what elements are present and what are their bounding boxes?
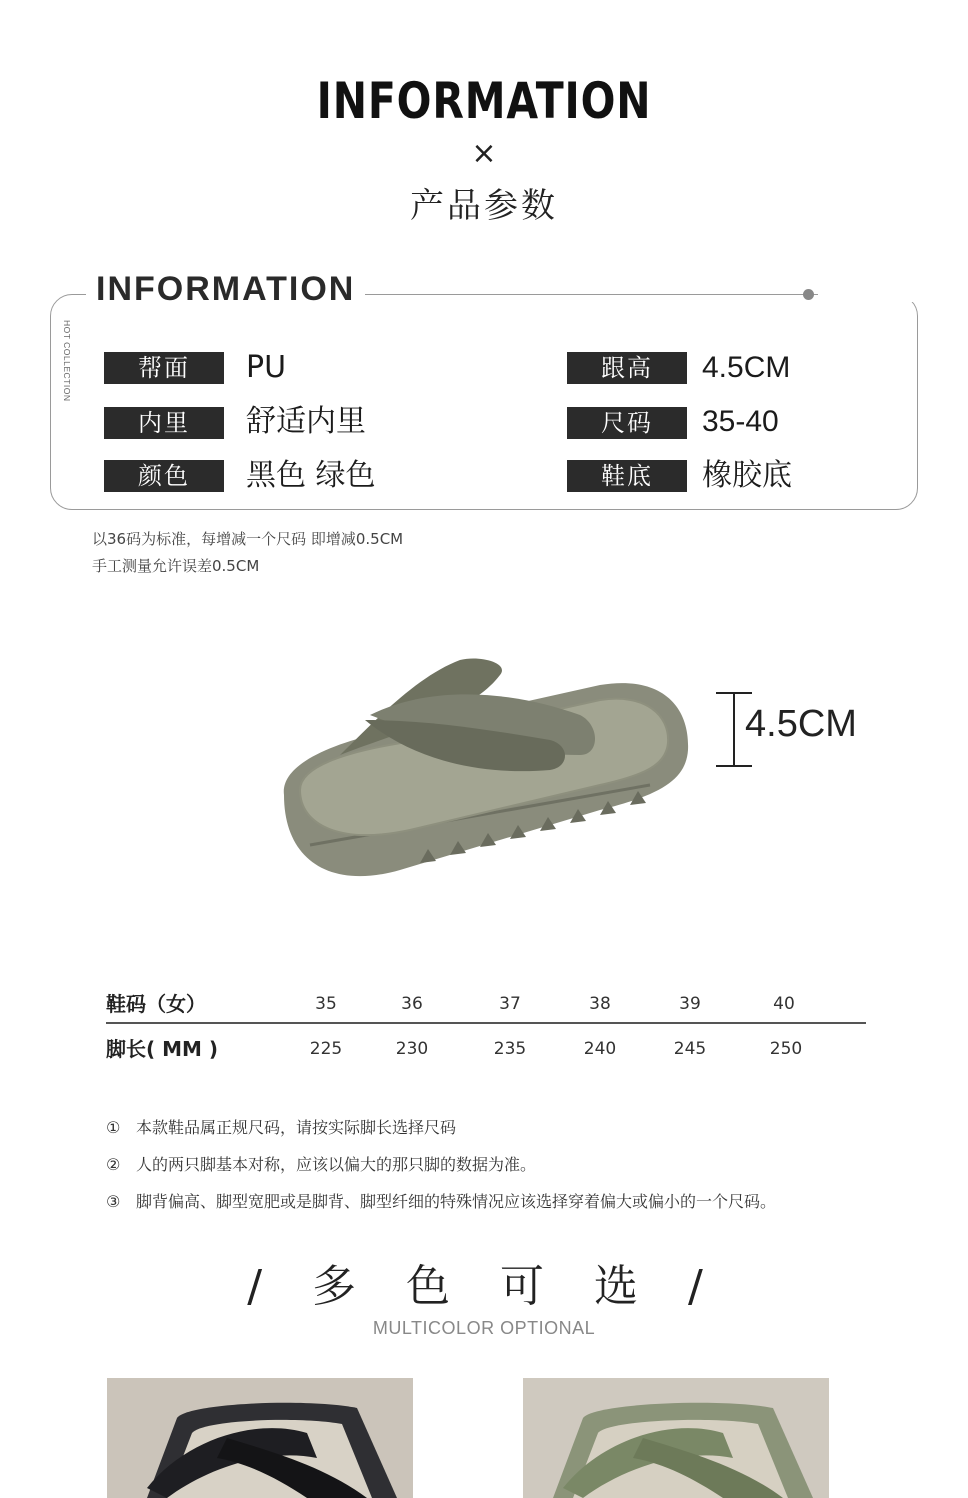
- value-size: 35-40: [702, 405, 779, 438]
- value-sole: 橡胶底: [702, 458, 792, 493]
- label-sole: 鞋底: [567, 460, 687, 492]
- black-sandal-image: [107, 1378, 413, 1498]
- sandal-product-image: [270, 645, 700, 895]
- value-heel-height: 4.5CM: [702, 351, 791, 384]
- length-cell: 225: [309, 1039, 343, 1059]
- length-row-label: 脚长( MM ): [106, 1037, 219, 1061]
- page-title: INFORMATION: [316, 72, 652, 130]
- size-cell: 36: [401, 994, 423, 1014]
- size-note: 以36码为标准，每增减一个尺码 即增减0.5CM: [92, 530, 404, 548]
- green-sandal-image: [523, 1378, 829, 1498]
- info-border-gap: [818, 288, 918, 302]
- side-label: HOT COLLECTION: [62, 320, 72, 402]
- size-row-label: 鞋码（女）: [106, 992, 206, 1016]
- cross-symbol: ×: [471, 136, 497, 171]
- size-table-divider: [106, 1022, 866, 1024]
- multicolor-subtitle: MULTICOLOR OPTIONAL: [372, 1318, 596, 1338]
- tip-text: 本款鞋品属正规尺码，请按实际脚长选择尺码: [136, 1118, 457, 1137]
- tip-1: [106, 1115, 456, 1138]
- label-lining: 内里: [104, 407, 224, 439]
- label-color: 颜色: [104, 460, 224, 492]
- tolerance-note: 手工测量允许误差0.5CM: [92, 557, 260, 575]
- tip-2: [106, 1152, 536, 1175]
- size-cell: 39: [679, 994, 701, 1014]
- tip-number: ②: [106, 1155, 121, 1174]
- value-lining: 舒适内里: [246, 404, 366, 439]
- length-cell: 245: [673, 1039, 707, 1059]
- size-cell: 37: [499, 994, 521, 1014]
- info-heading: INFORMATION: [86, 270, 365, 309]
- label-size: 尺码: [567, 407, 687, 439]
- tip-number: ①: [106, 1118, 121, 1137]
- info-divider: [358, 294, 808, 295]
- black-sandal-thumbnail[interactable]: [107, 1378, 413, 1498]
- page-subtitle: 产品参数: [410, 186, 558, 226]
- tip-text: 脚背偏高、脚型宽肥或是脚背、脚型纤细的特殊情况应该选择穿着偏大或偏小的一个尺码。: [136, 1192, 777, 1211]
- length-cell: 240: [583, 1039, 617, 1059]
- tip-number: ③: [106, 1192, 121, 1211]
- size-cell: 38: [589, 994, 611, 1014]
- tip-text: 人的两只脚基本对称，应该以偏大的那只脚的数据为准。: [136, 1155, 537, 1174]
- multicolor-title: / 多 色 可 选 /: [247, 1261, 721, 1312]
- heel-height-label: 4.5CM: [745, 703, 857, 745]
- info-dot-icon: [803, 289, 814, 300]
- size-cell: 40: [773, 994, 795, 1014]
- length-cell: 230: [395, 1039, 429, 1059]
- green-sandal-thumbnail[interactable]: [523, 1378, 829, 1498]
- value-upper: PU: [246, 350, 287, 385]
- label-upper: 帮面: [104, 352, 224, 384]
- length-cell: 250: [769, 1039, 803, 1059]
- length-cell: 235: [493, 1039, 527, 1059]
- tip-3: [106, 1189, 776, 1212]
- value-color: 黑色 绿色: [246, 458, 376, 493]
- size-cell: 35: [315, 994, 337, 1014]
- label-heel-height: 跟高: [567, 352, 687, 384]
